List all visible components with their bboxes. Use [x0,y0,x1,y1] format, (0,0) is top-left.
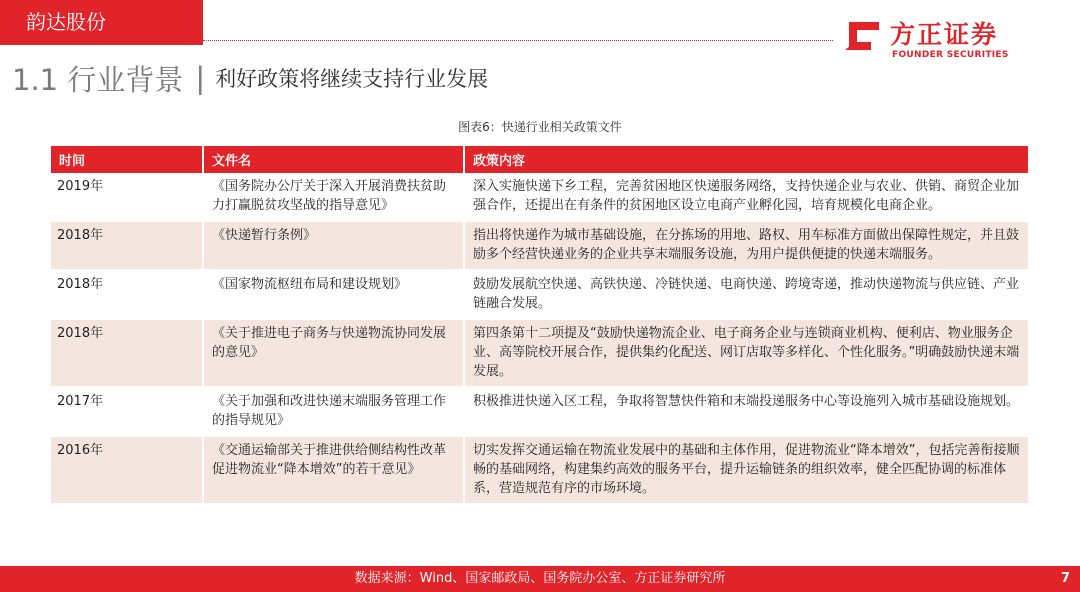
policy-table [51,146,1028,505]
page-title [12,58,488,98]
row-year: 2018年 [51,270,203,319]
table-row [51,221,1028,270]
founder-securities-logo [845,10,1035,64]
row-content: 积极推进快递入区工程，争取将智慧快件箱和末端投递服务中心等设施列入城市基础设施规划。 [464,387,1028,436]
page-number: 7 [1060,571,1070,586]
header-divider [203,40,833,41]
row-year: 2017年 [51,387,203,436]
section-title: 1.1 行业背景 [12,62,184,97]
footer-bar [0,566,1080,592]
header-content: 政策内容 [464,146,1028,173]
table-header-row [51,146,1028,173]
row-content: 指出将快递作为城市基础设施，在分拣场的用地、路权、用车标准方面做出保障性规定，并且鼓励多个经营快递业务的企业共享末端服务设施，为用户提供便捷的快递末端服务。 [464,221,1028,270]
row-year: 2019年 [51,173,203,221]
row-document: 《关于推进电子商务与快递物流协同发展的意见》 [203,319,464,387]
header-document: 文件名 [203,146,464,173]
table-row [51,319,1028,387]
row-content: 第四条第十二项提及“鼓励快递物流企业、电子商务企业与连锁商业机构、便利店、物业服务企业、高等院校开展合作，提供集约化配送、网订店取等多样化、个性化服务。”明确鼓励快递末端发展。 [464,319,1028,387]
row-document: 《快递暂行条例》 [203,221,464,270]
title-separator: | [195,61,206,95]
row-document: 《关于加强和改进快递末端服务管理工作的指导规见》 [203,387,464,436]
row-document: 《交通运输部关于推进供给侧结构性改革 促进物流业“降本增效”的若干意见》 [203,436,464,504]
section-subtitle: 利好政策将继续支持行业发展 [215,67,489,91]
table-row [51,173,1028,221]
row-year: 2018年 [51,319,203,387]
row-document: 《国家物流枢纽布局和建设规划》 [203,270,464,319]
data-source-note: 数据来源：Wind、国家邮政局、国务院办公室、方正证券研究所 [354,571,726,586]
row-year: 2016年 [51,436,203,504]
table-row [51,436,1028,504]
table-row [51,270,1028,319]
row-content: 深入实施快递下乡工程，完善贫困地区快递服务网络，支持快递企业与农业、供销、商贸企业加强合作，还提出在有条件的贫困地区设立电商产业孵化园，培育规模化电商企业。 [464,173,1028,221]
header-year: 时间 [51,146,203,173]
row-content: 切实发挥交通运输在物流业发展中的基础和主体作用，促进物流业“降本增效”，包括完善衔接顺畅的基础网络，构建集约高效的服务平台，提升运输链条的组织效率，健全匹配协调的标准体系，营造规范有序的市场环境。 [464,436,1028,504]
row-year: 2018年 [51,221,203,270]
row-document: 《国务院办公厅关于深入开展消费扶贫助力打赢脱贫攻坚战的指导意见》 [203,173,464,221]
table-caption: 图表6：快递行业相关政策文件 [458,120,622,134]
founder-logo-icon [845,16,885,56]
logo-chinese-text: 方正证券 [890,20,999,49]
company-name-tab: 韵达股份 [0,0,203,45]
row-content: 鼓励发展航空快递、高铁快递、冷链快递、电商快递、跨境寄递，推动快递物流与供应链、产业链融合发展。 [464,270,1028,319]
logo-english-text: FOUNDER SECURITIES [892,50,1009,60]
table-row [51,387,1028,436]
